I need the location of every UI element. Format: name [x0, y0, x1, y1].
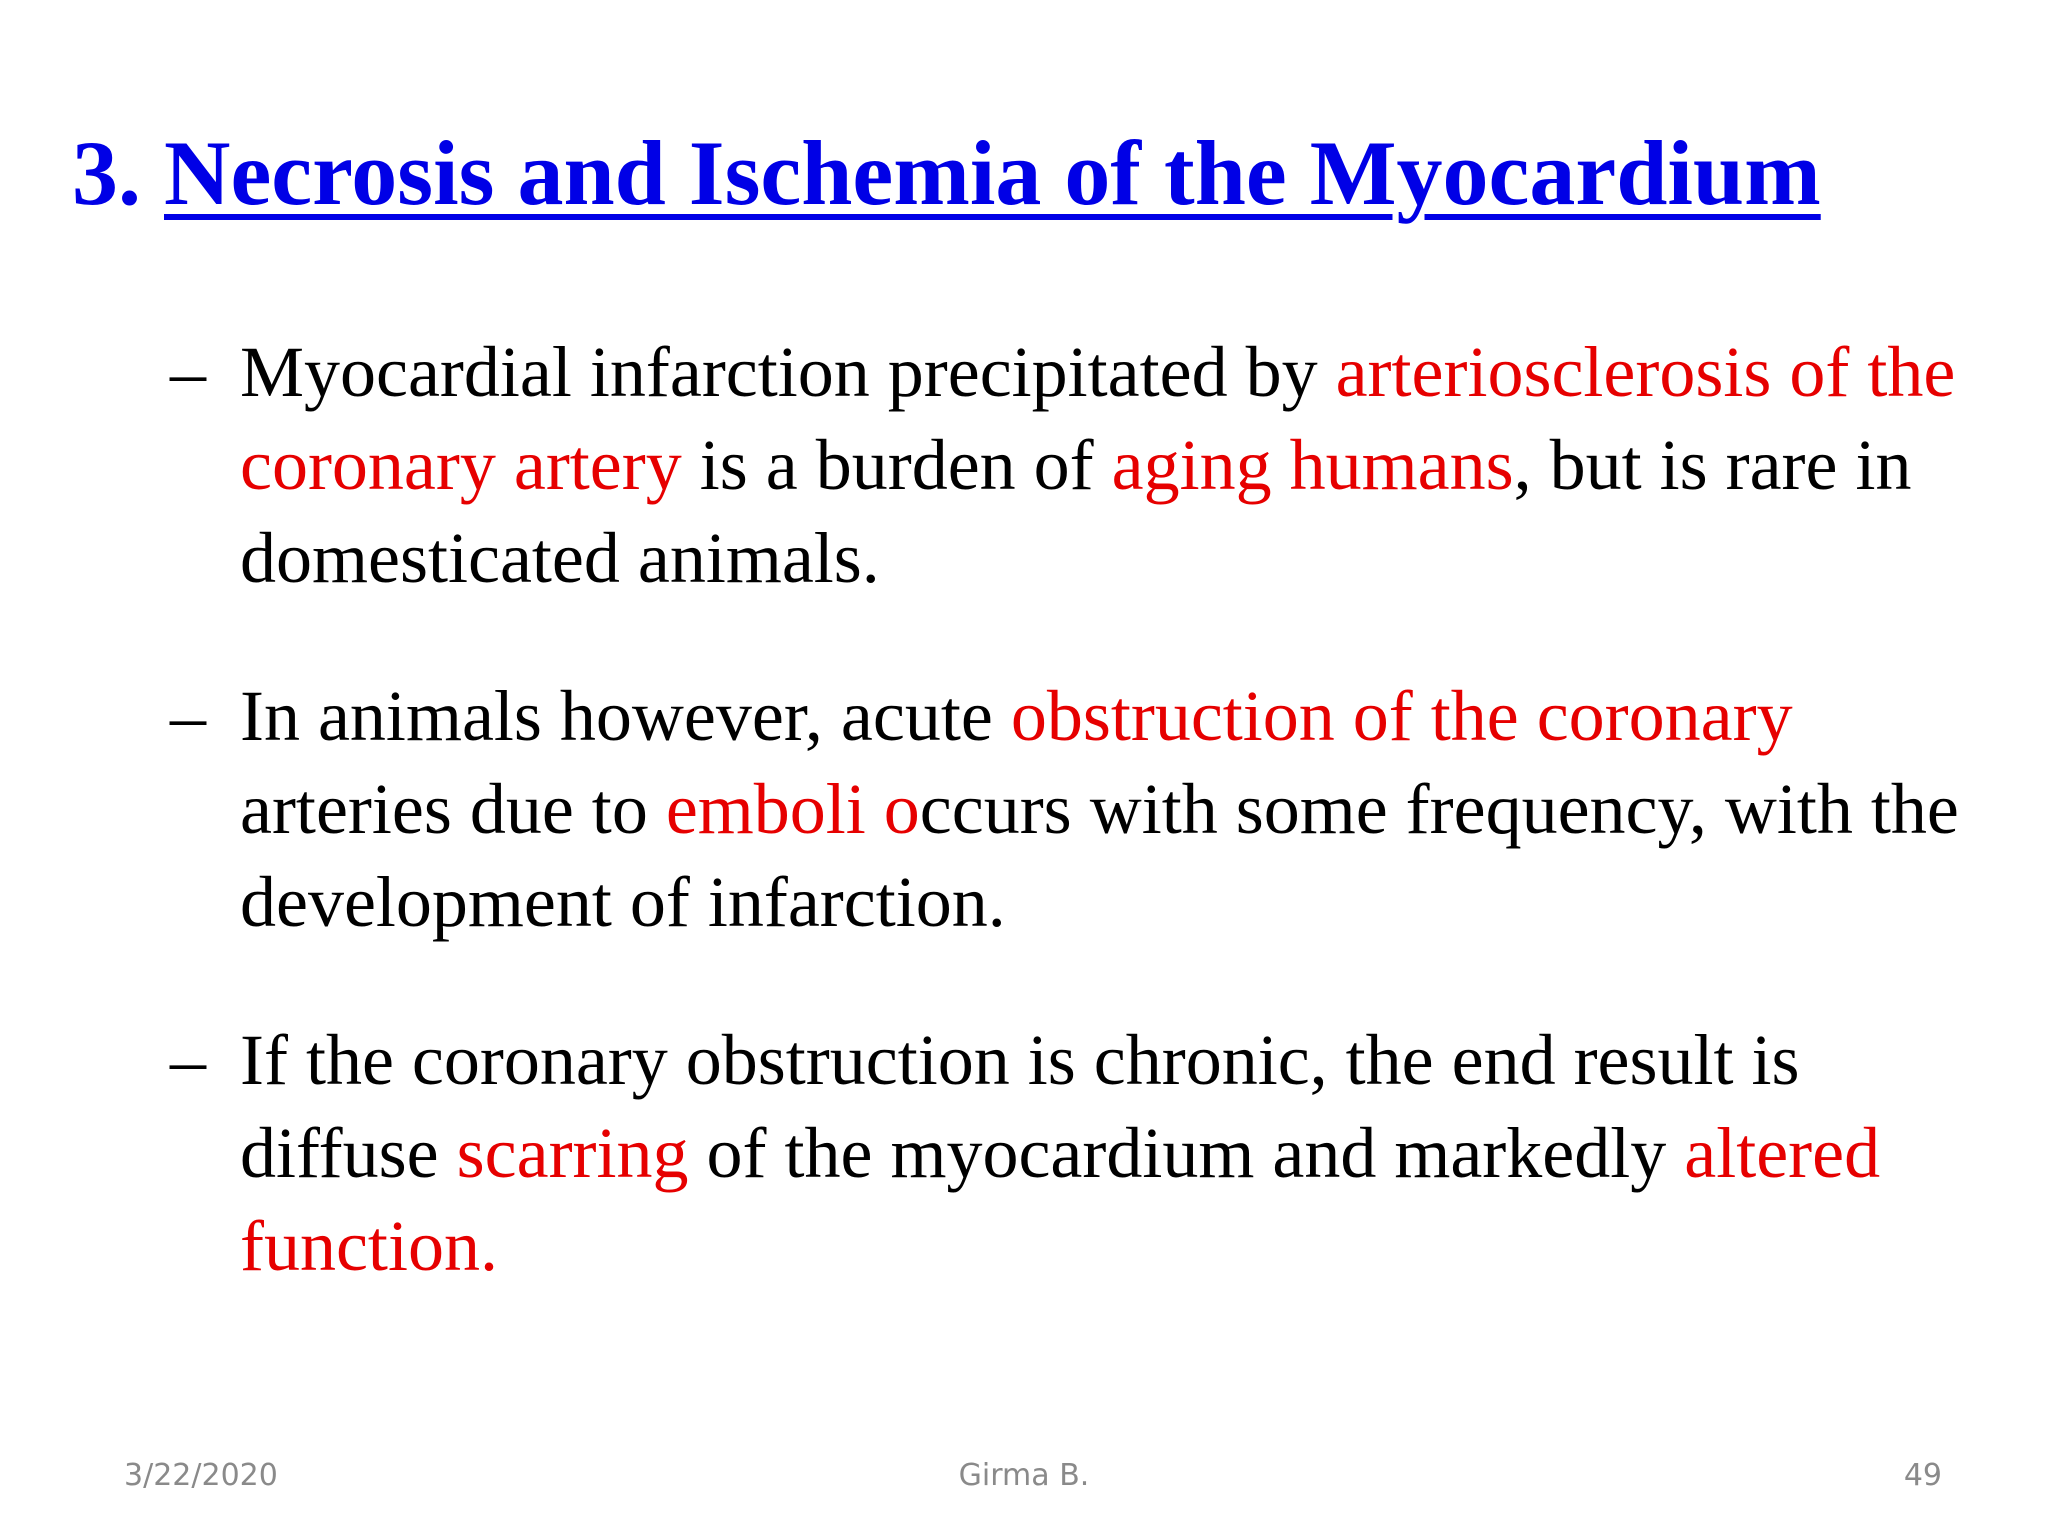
bullet-text-segment: is a burden of [681, 425, 1112, 505]
bullet-highlight-segment: obstruction of the coronary [1010, 676, 1793, 756]
bullet-list [170, 326, 2010, 1358]
bullet-text-segment: , but is rare in domesticated animals. [240, 425, 1912, 598]
footer-author: Girma B. [958, 1458, 1090, 1493]
title-number: 3. [72, 122, 141, 224]
bullet-highlight-segment: altered function. [240, 1113, 1881, 1286]
bullet-highlight-segment: aging humans [1111, 425, 1514, 505]
bullet-item [170, 670, 2010, 949]
bullet-dash: – [170, 676, 206, 756]
title-text: Necrosis and Ischemia of the Myocardium [164, 122, 1821, 224]
bullet-highlight-segment: scarring [456, 1113, 689, 1193]
bullet-dash: – [170, 332, 206, 412]
bullet-text-segment: Myocardial infarction precipitated by [240, 332, 1336, 412]
bullet-text-segment: If the coronary obstruction is chronic, the end result is diffuse [240, 1020, 1800, 1193]
bullet-item [170, 1014, 2010, 1293]
bullet-highlight-segment: emboli o [665, 769, 920, 849]
bullet-text-segment: ccurs with some frequency, with the development of infarction. [240, 769, 1959, 942]
bullet-item [170, 326, 2010, 605]
slide-title [72, 118, 1821, 228]
footer-page-number: 49 [1903, 1458, 1942, 1493]
bullet-text-segment: of the myocardium and markedly [688, 1113, 1685, 1193]
bullet-dash: – [170, 1020, 206, 1100]
bullet-text-segment: In animals however, acute [240, 676, 1011, 756]
bullet-highlight-segment: arteriosclerosis of the coronary artery [240, 332, 1956, 505]
bullet-text-segment: arteries due to [240, 769, 666, 849]
footer-date: 3/22/2020 [124, 1458, 278, 1493]
